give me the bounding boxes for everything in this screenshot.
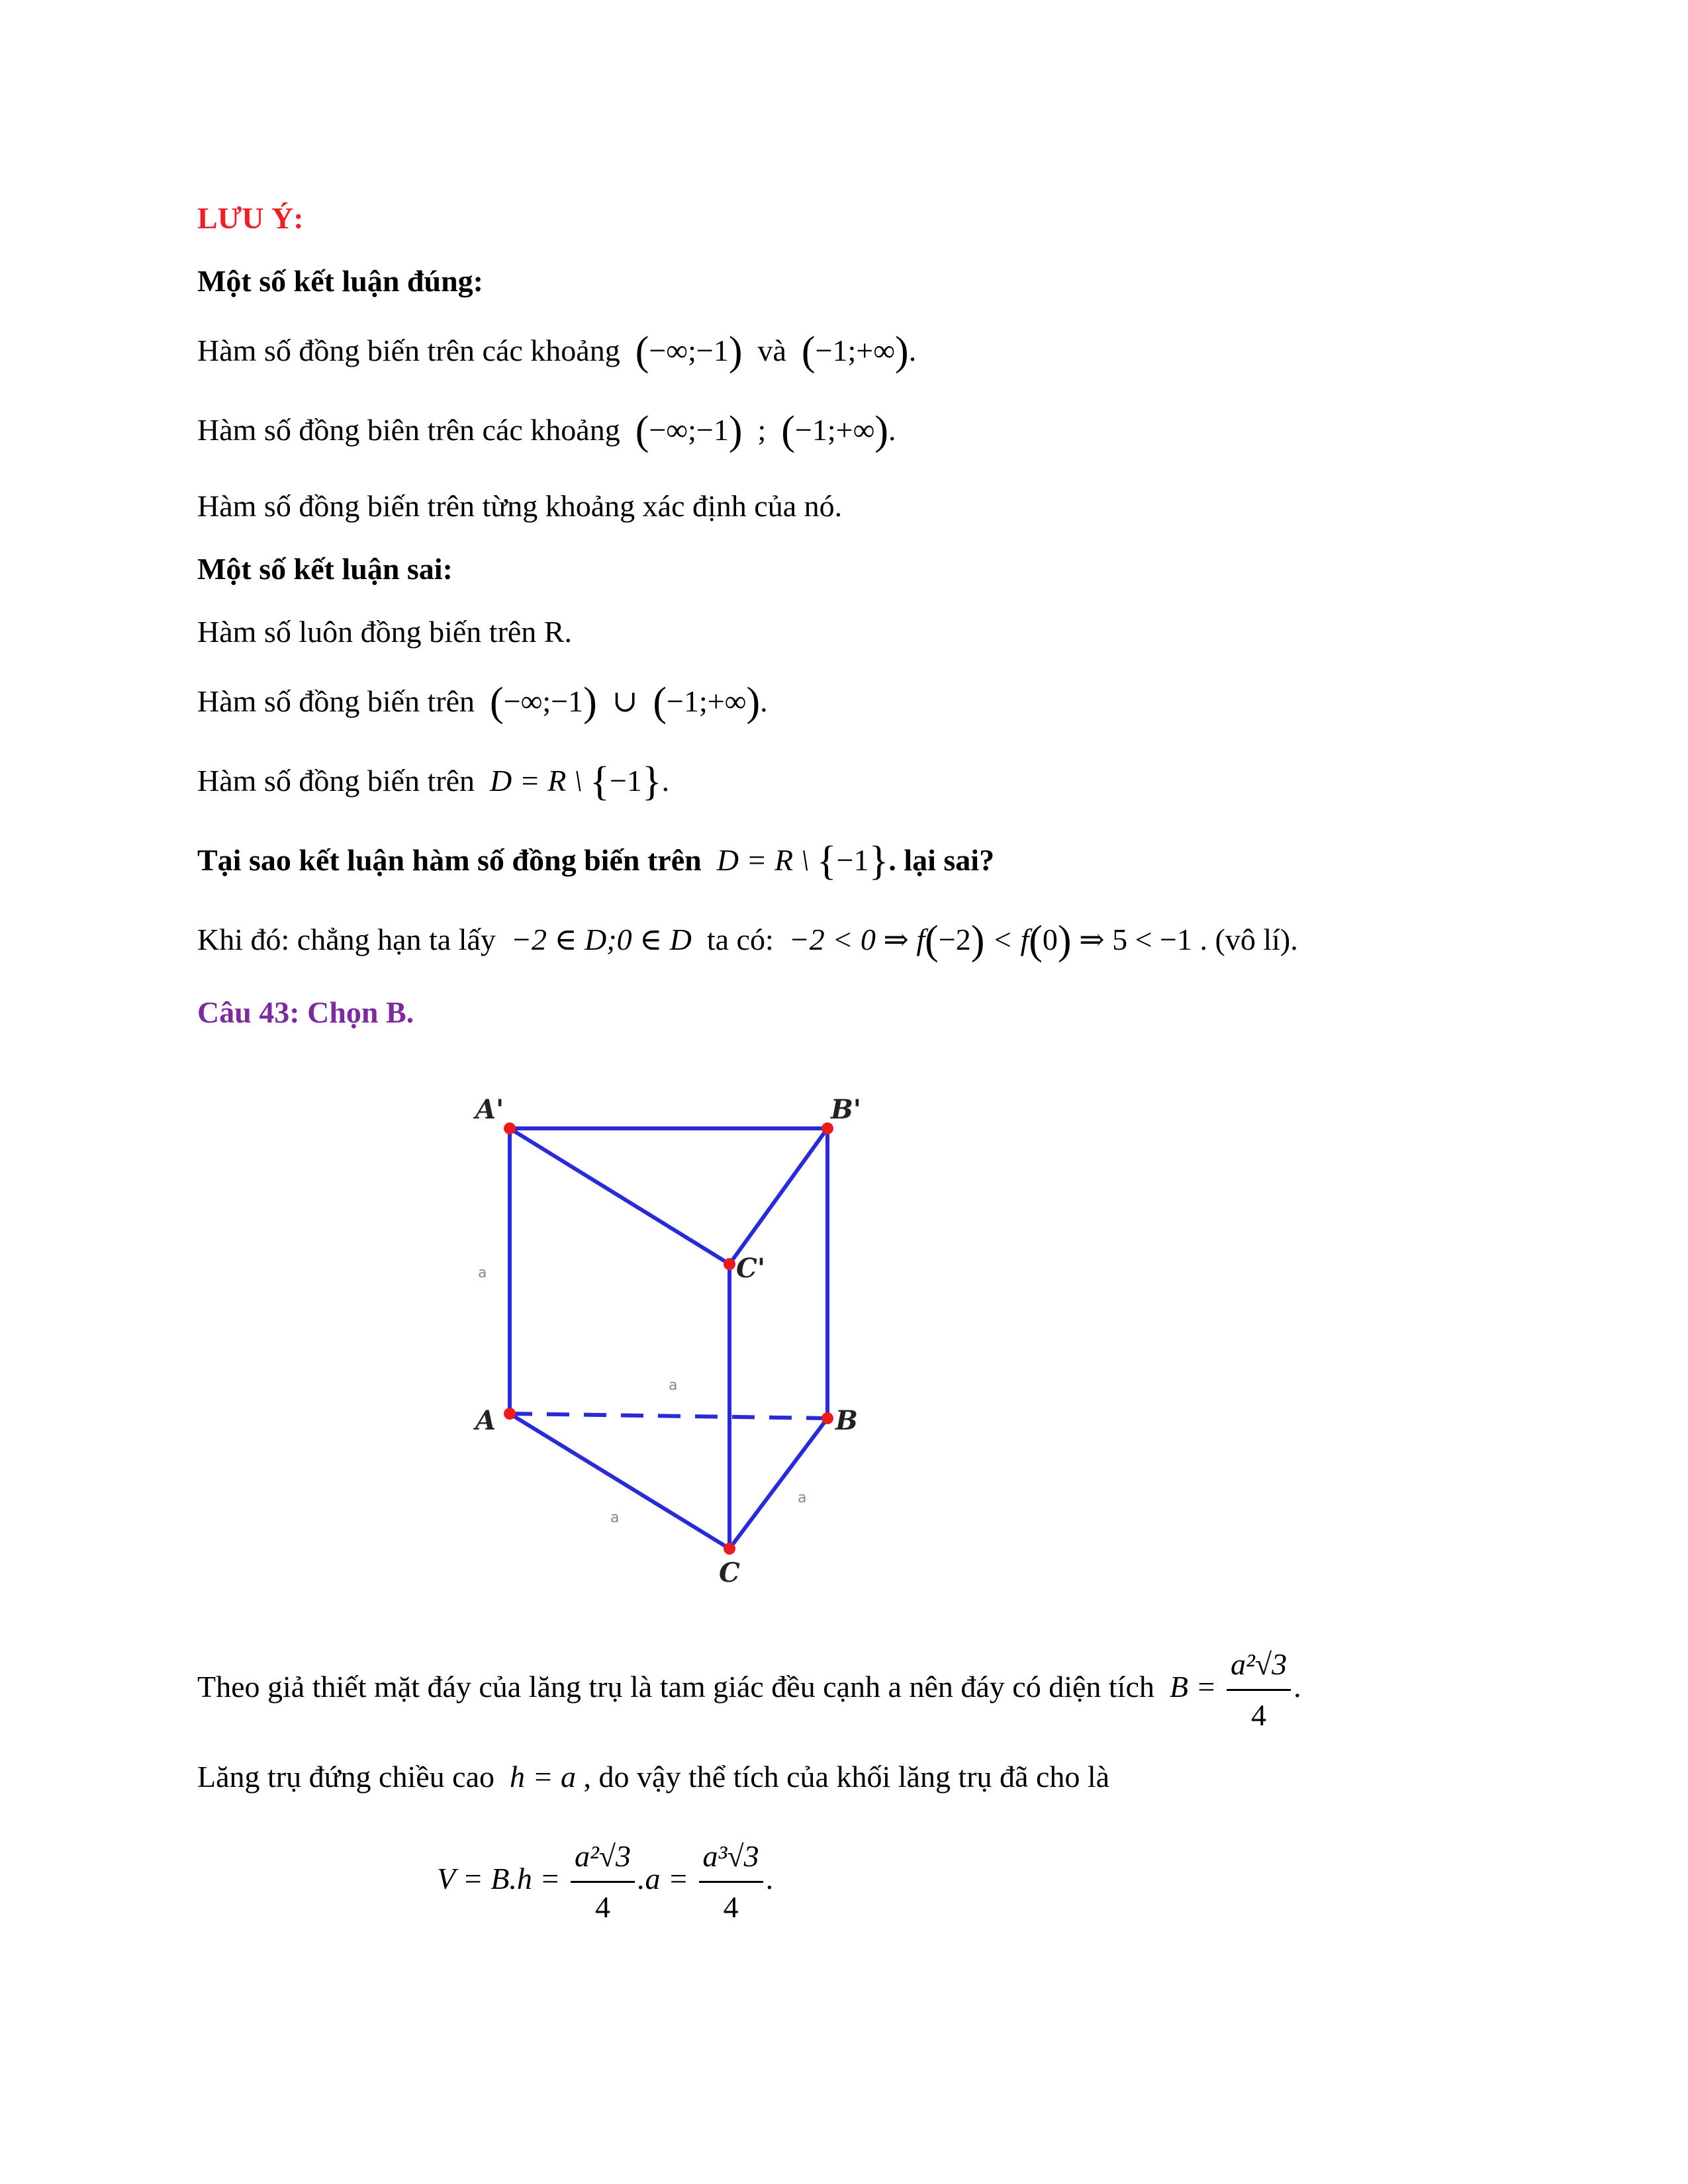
- wrong-conclusion-2: Hàm số đồng biến trên (−∞;−1) ∪ (−1;+∞).: [197, 680, 768, 725]
- correct-conclusion-2: Hàm số đồng biên trên các khoảng (−∞;−1) ; (−1;+∞).: [197, 408, 896, 453]
- note-heading: LƯU Ý:: [197, 201, 304, 235]
- vertex-a: [504, 1408, 516, 1420]
- edge-a-c: [510, 1414, 729, 1549]
- question-label: Câu 43: Chọn B.: [197, 995, 414, 1029]
- edge-b-c: [729, 1418, 827, 1549]
- edge-label-ab: a: [669, 1377, 678, 1394]
- vertex-b: [821, 1412, 833, 1424]
- correct-conclusion-3: Hàm số đồng biến trên từng khoảng xác định của nó.: [197, 489, 843, 523]
- volume-formula: V = B.h = $\frac{\text{a²√3}}{4}$ .a = $\frac{\text{a³√3}}{4}$ .: [437, 1833, 773, 1931]
- why-question: Tại sao kết luận hàm số đồng biến trên D = R \ {−1}. lại sai?: [197, 839, 995, 884]
- edge-b-prime-c-prime: [729, 1128, 827, 1264]
- label-c-prime: C': [736, 1253, 766, 1284]
- label-a-prime: A': [475, 1094, 504, 1125]
- volume-fraction-1: $\frac{\text{a²√3}}{4}$: [571, 1833, 635, 1931]
- edge-label-aa-prime: a: [478, 1265, 487, 1281]
- vertex-a-prime: [504, 1122, 516, 1134]
- edge-a-b-hidden: [510, 1414, 827, 1418]
- label-b-prime: B': [831, 1094, 862, 1125]
- correct-heading: Một số kết luận đúng:: [197, 264, 483, 298]
- volume-fraction-2: $\frac{\text{a³√3}}{4}$: [699, 1833, 763, 1931]
- vertex-c: [724, 1543, 735, 1555]
- counterexample: Khi đó: chẳng hạn ta lấy −2 ∈ D;0 ∈ D ta có: −2 < 0 ⇒ f(−2) < f(0) ⇒ 5 < −1 . (vô lí).: [197, 918, 1298, 963]
- label-a: A: [475, 1405, 496, 1436]
- wrong-heading: Một số kết luận sai:: [197, 552, 453, 586]
- edge-a-prime-c-prime: [510, 1128, 729, 1264]
- wrong-conclusion-3: Hàm số đồng biến trên D = R \ {−1}.: [197, 759, 670, 804]
- label-b: B: [835, 1405, 858, 1436]
- vertex-c-prime: [724, 1258, 735, 1270]
- base-area-text: Theo giả thiết mặt đáy của lăng trụ là tam giác đều cạnh a nên đáy có diện tích B = $\frac{\text{a²√3}}{4}$ .: [197, 1641, 1301, 1739]
- label-c: C: [719, 1557, 740, 1588]
- edge-label-bc: a: [798, 1490, 807, 1506]
- wrong-conclusion-1: Hàm số luôn đồng biến trên R.: [197, 615, 572, 649]
- base-area-fraction: $\frac{\text{a²√3}}{4}$: [1227, 1641, 1291, 1739]
- height-text: Lăng trụ đứng chiều cao h = a , do vậy thể tích của khối lăng trụ đã cho là: [197, 1760, 1110, 1794]
- prism-figure: [430, 1059, 894, 1602]
- edge-label-ac: a: [610, 1510, 620, 1526]
- correct-conclusion-1: Hàm số đồng biến trên các khoảng (−∞;−1) và (−1;+∞).: [197, 329, 917, 374]
